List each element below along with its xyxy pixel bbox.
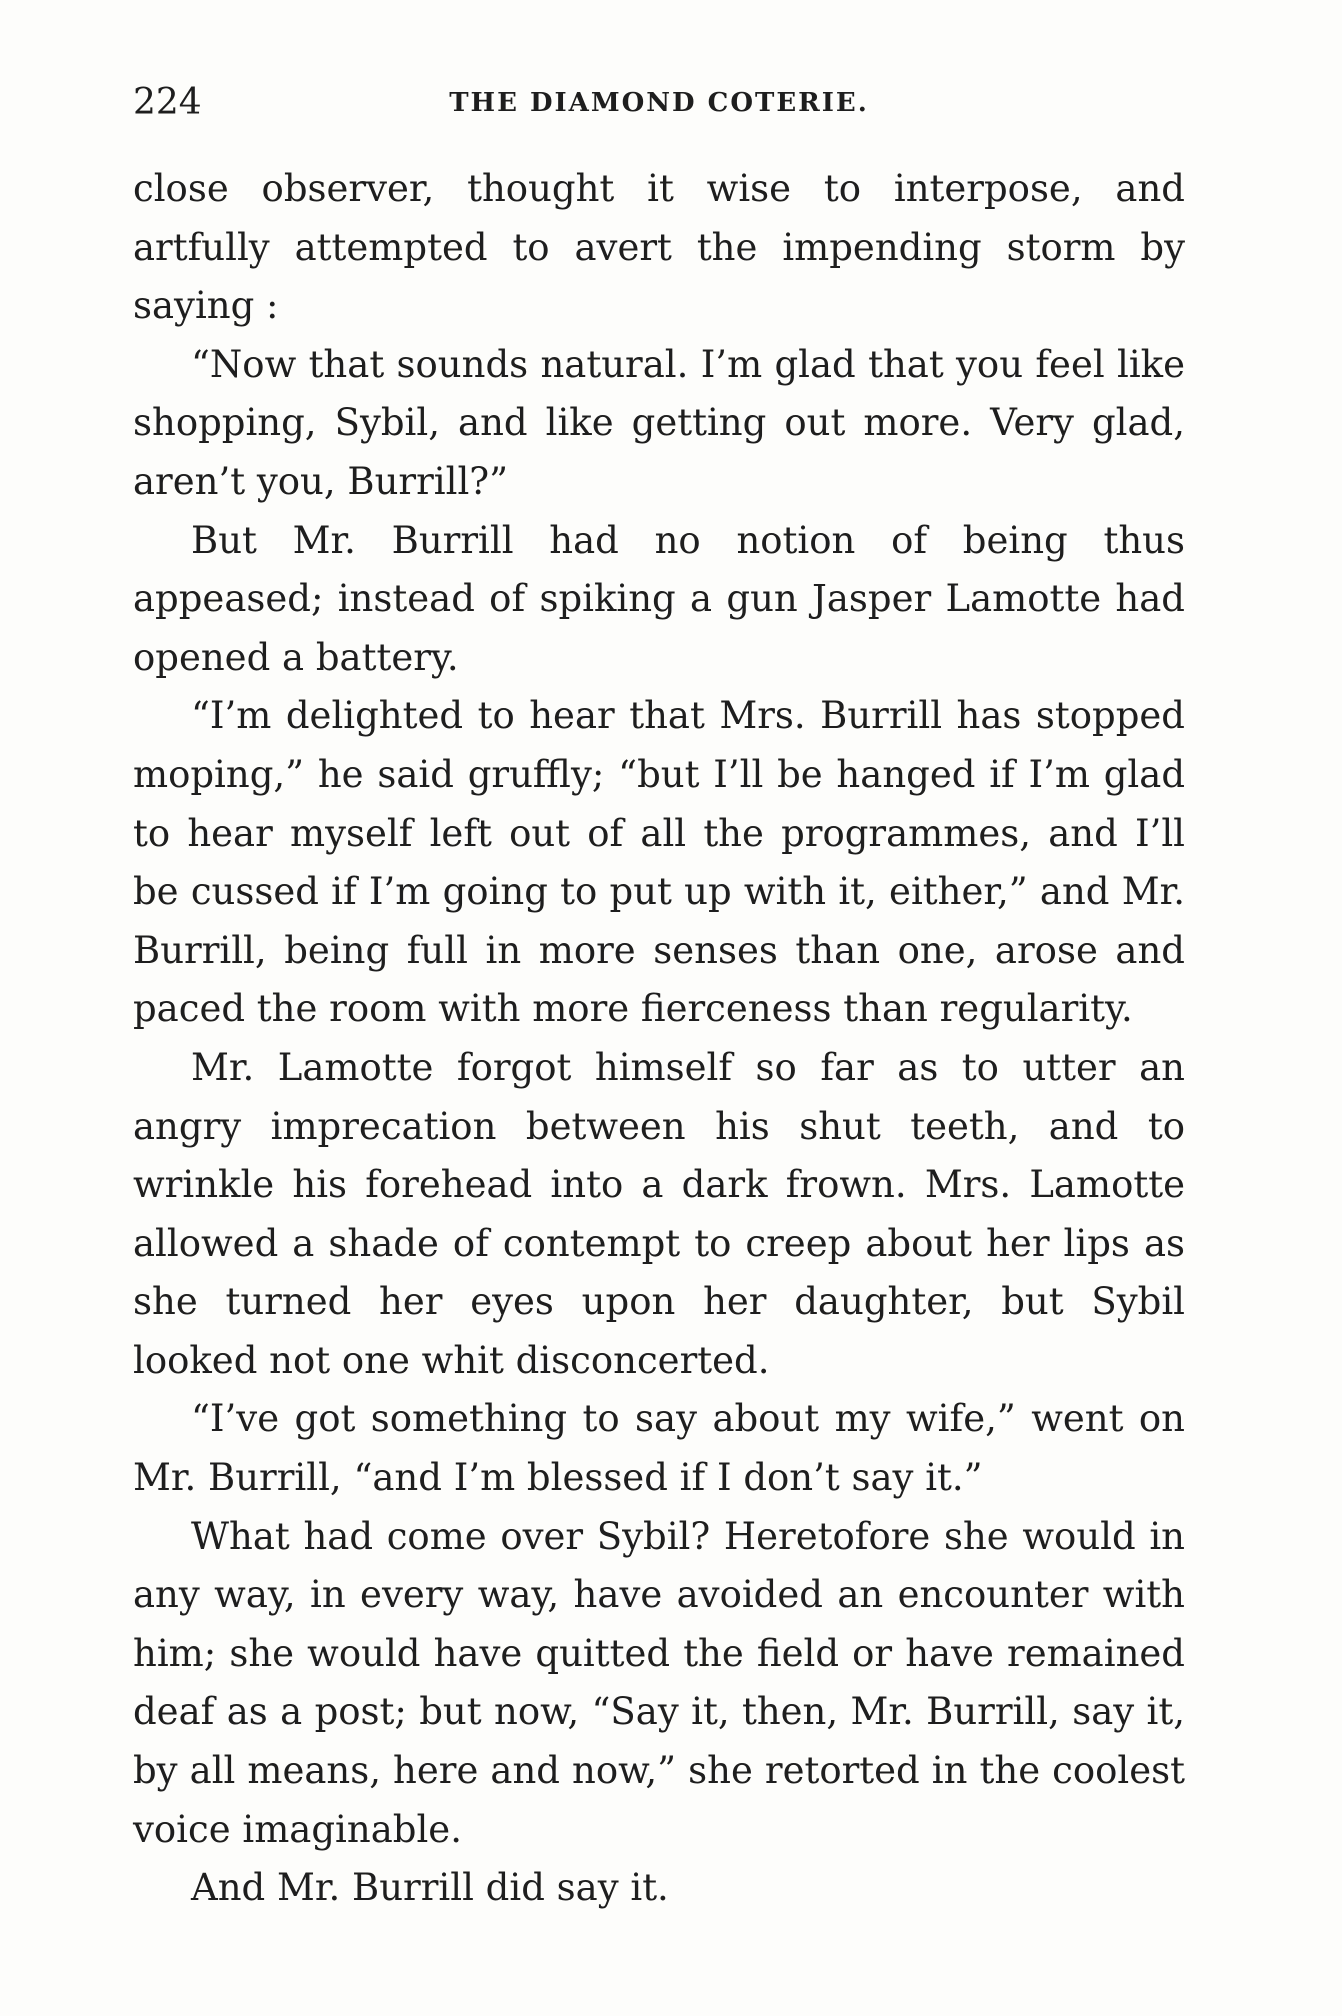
paragraph: What had come over Sybil? Heretofore she would in any way, in every way, have avoided an encounter with him; she would have quitted the field or have remained deaf as a post; but now, “Say it, then, Mr. Burrill, say it, by all means, here and now,” she retorted in the coolest voice imaginable. [133, 1514, 1185, 1851]
paragraph: “I’m delighted to hear that Mrs. Burrill has stopped moping,” he said gruffly; “but I’ll be hanged if I’m glad to hear myself left out of all the programmes, and I’ll be cussed if I’m going to put up with it, either,” and Mr. Burrill, being full in more senses than one, arose and paced the room with more fierceness than regularity. [133, 694, 1185, 1031]
paragraph: “Now that sounds natural. I’m glad that you feel like shopping, Sybil, and like getting out more. Very glad, aren’t you, Burrill?” [133, 342, 1185, 503]
paragraph: “I’ve got something to say about my wife,” went on Mr. Burrill, “and I’m blessed if I don’t say it.” [133, 1397, 1185, 1500]
running-head [133, 78, 1185, 128]
body-text [133, 160, 1185, 1918]
page-number: 224 [133, 82, 202, 123]
paragraph: But Mr. Burrill had no notion of being thus appeased; instead of spiking a gun Jasper Lamotte had opened a battery. [133, 518, 1185, 679]
paragraph: And Mr. Burrill did say it. [191, 1866, 669, 1910]
paragraph: close observer, thought it wise to interpose, and artfully attempted to avert the impending storm by saying : [133, 167, 1185, 328]
paragraph: Mr. Lamotte forgot himself so far as to utter an angry imprecation between his shut teeth, and to wrinkle his forehead into a dark frown. Mrs. Lamotte allowed a shade of contempt to creep about her lips as she turned her eyes upon her daughter, but Sybil looked not one whit disconcerted. [133, 1045, 1185, 1382]
running-title: THE DIAMOND COTERIE. [449, 88, 869, 118]
